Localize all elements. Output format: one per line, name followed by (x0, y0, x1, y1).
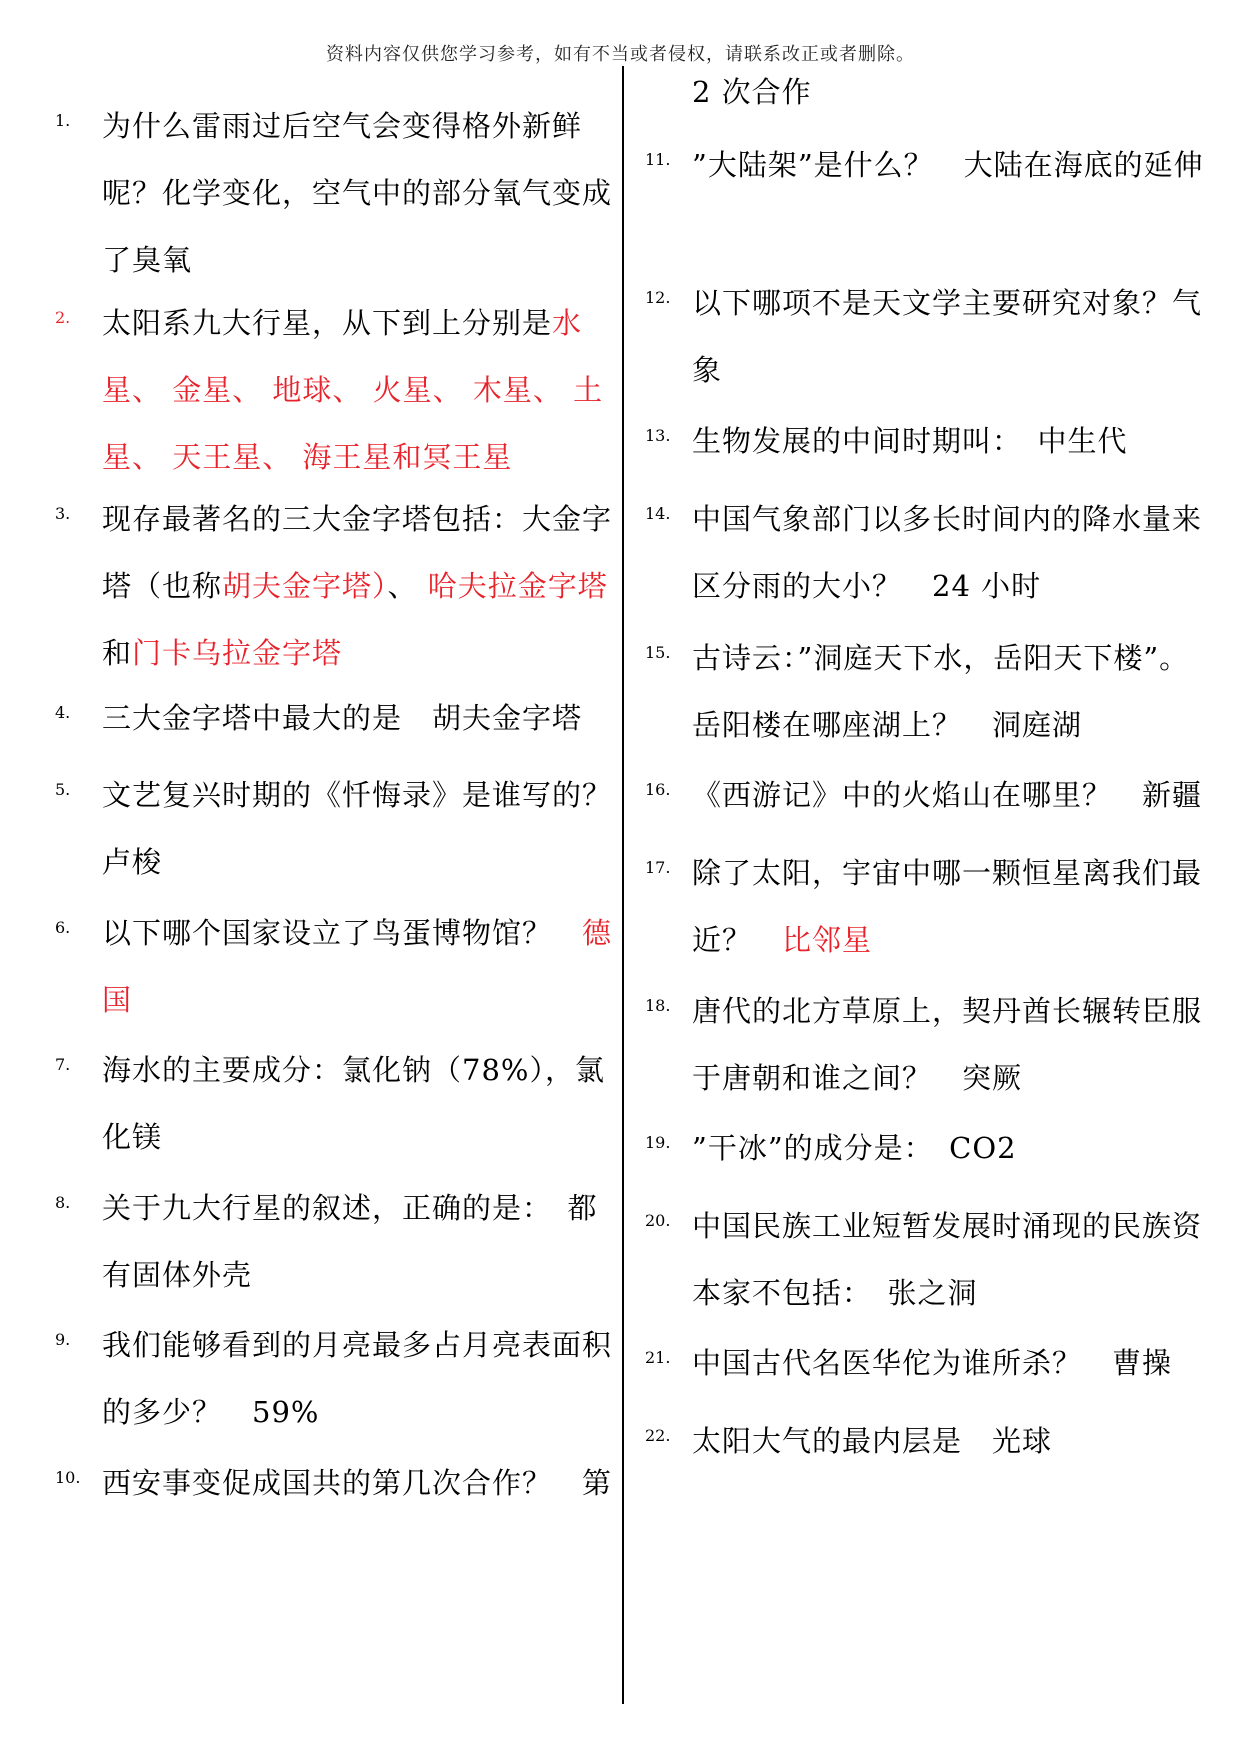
question-text (102, 1312, 617, 1446)
question-number: 16. (645, 780, 671, 799)
question-text (102, 290, 617, 491)
question-number: 11. (645, 150, 671, 169)
question-text (102, 1175, 617, 1309)
highlighted-answer: 胡夫金字塔） (222, 569, 388, 603)
text-segment: 生物发展的中间时期叫： 中生代 (692, 424, 1128, 458)
question-number: 20. (645, 1211, 671, 1230)
text-segment: 以下哪项不是天文学主要研究对象？气象 (692, 286, 1203, 387)
page-header-notice: 资料内容仅供您学习参考，如有不当或者侵权，请联系改正或者删除。 (326, 44, 915, 65)
text-segment: 除了太阳，宇宙中哪一颗恒星离我们最近？ (692, 856, 1203, 957)
text-segment: 关于九大行星的叙述，正确的是： 都有固体外壳 (102, 1191, 598, 1292)
text-segment: 中国古代名医华佗为谁所杀？ 曹操 (692, 1346, 1173, 1380)
question-number: 13. (645, 426, 671, 445)
text-segment: 古诗云：”洞庭天下水，岳阳天下楼”。岳阳楼在哪座湖上？ 洞庭湖 (692, 641, 1190, 742)
question-text (692, 1115, 1207, 1182)
question-text (692, 840, 1207, 974)
question-text (692, 1193, 1207, 1327)
text-segment: 和 (102, 636, 133, 670)
question-text (102, 900, 617, 1034)
text-segment: 现存最著名的三大金字塔包括：大金字塔（也称 (102, 502, 613, 603)
highlighted-answer: 哈夫拉金字塔 (427, 569, 608, 603)
question-number: 12. (645, 288, 671, 307)
question-number: 2. (55, 308, 71, 327)
question-text (692, 132, 1207, 199)
text-segment: 中国气象部门以多长时间内的降水量来区分雨的大小？ 24 小时 (692, 502, 1203, 603)
question-number: 8. (55, 1193, 71, 1212)
question-number: 3. (55, 504, 71, 523)
question-number: 17. (645, 858, 671, 877)
question-text (102, 685, 617, 752)
question-number: 7. (55, 1055, 71, 1074)
question-number: 4. (55, 703, 71, 722)
column-divider (622, 66, 624, 1704)
text-segment: 我们能够看到的月亮最多占月亮表面积的多少？ 59% (102, 1328, 613, 1429)
question-text (692, 978, 1207, 1112)
question-number: 9. (55, 1330, 71, 1349)
question-text (692, 486, 1207, 620)
question-number: 6. (55, 918, 71, 937)
question-number: 15. (645, 643, 671, 662)
text-segment: 为什么雷雨过后空气会变得格外新鲜呢？化学变化，空气中的部分氧气变成了臭氧 (102, 109, 613, 277)
question-text (692, 270, 1207, 404)
question-number: 18. (645, 996, 671, 1015)
question-text (692, 762, 1207, 829)
text-segment: ”干冰”的成分是： CO2 (692, 1131, 1017, 1165)
right-continuation-text: 2 次合作 (692, 75, 812, 109)
question-text (102, 486, 617, 687)
question-text (102, 1037, 617, 1171)
question-number: 5. (55, 780, 71, 799)
text-segment: 《西游记》中的火焰山在哪里？ 新疆 (692, 778, 1203, 812)
question-number: 22. (645, 1426, 671, 1445)
text-segment: 太阳系九大行星，从下到上分别是 (102, 306, 553, 340)
question-text (692, 1408, 1207, 1475)
text-segment: 太阳大气的最内层是 光球 (692, 1424, 1053, 1458)
question-number: 10. (55, 1468, 81, 1487)
question-text (692, 625, 1207, 759)
question-number: 14. (645, 504, 671, 523)
text-segment: 以下哪个国家设立了鸟蛋博物馆？ (102, 916, 583, 950)
question-number: 21. (645, 1348, 671, 1367)
question-number: 19. (645, 1133, 671, 1152)
text-segment: 三大金字塔中最大的是 胡夫金字塔 (102, 701, 583, 735)
highlighted-answer: 德国 (102, 916, 613, 1017)
text-segment: 中国民族工业短暂发展时涌现的民族资本家不包括： 张之洞 (692, 1209, 1203, 1310)
question-text (102, 1450, 617, 1517)
text-segment: 海水的主要成分：氯化钠（78%），氯化镁 (102, 1053, 605, 1154)
question-text (102, 93, 617, 294)
text-segment: ”大陆架”是什么？ 大陆在海底的延伸 (692, 148, 1204, 182)
text-segment: 文艺复兴时期的《忏悔录》是谁写的？卢梭 (102, 778, 613, 879)
question-text (102, 762, 617, 896)
text-segment: 西安事变促成国共的第几次合作？ 第 (102, 1466, 613, 1500)
question-text (692, 1330, 1207, 1397)
highlighted-answer: 门卡乌拉金字塔 (132, 636, 343, 670)
text-segment: 、 (387, 569, 428, 603)
question-text (692, 408, 1207, 475)
question-number: 1. (55, 111, 71, 130)
highlighted-answer: 比邻星 (782, 923, 873, 957)
highlighted-answer: 水星、 金星、 地球、 火星、 木星、 土星、 天王星、 海王星和冥王星 (102, 306, 604, 474)
text-segment: 唐代的北方草原上，契丹酋长辗转臣服于唐朝和谁之间？ 突厥 (692, 994, 1203, 1095)
